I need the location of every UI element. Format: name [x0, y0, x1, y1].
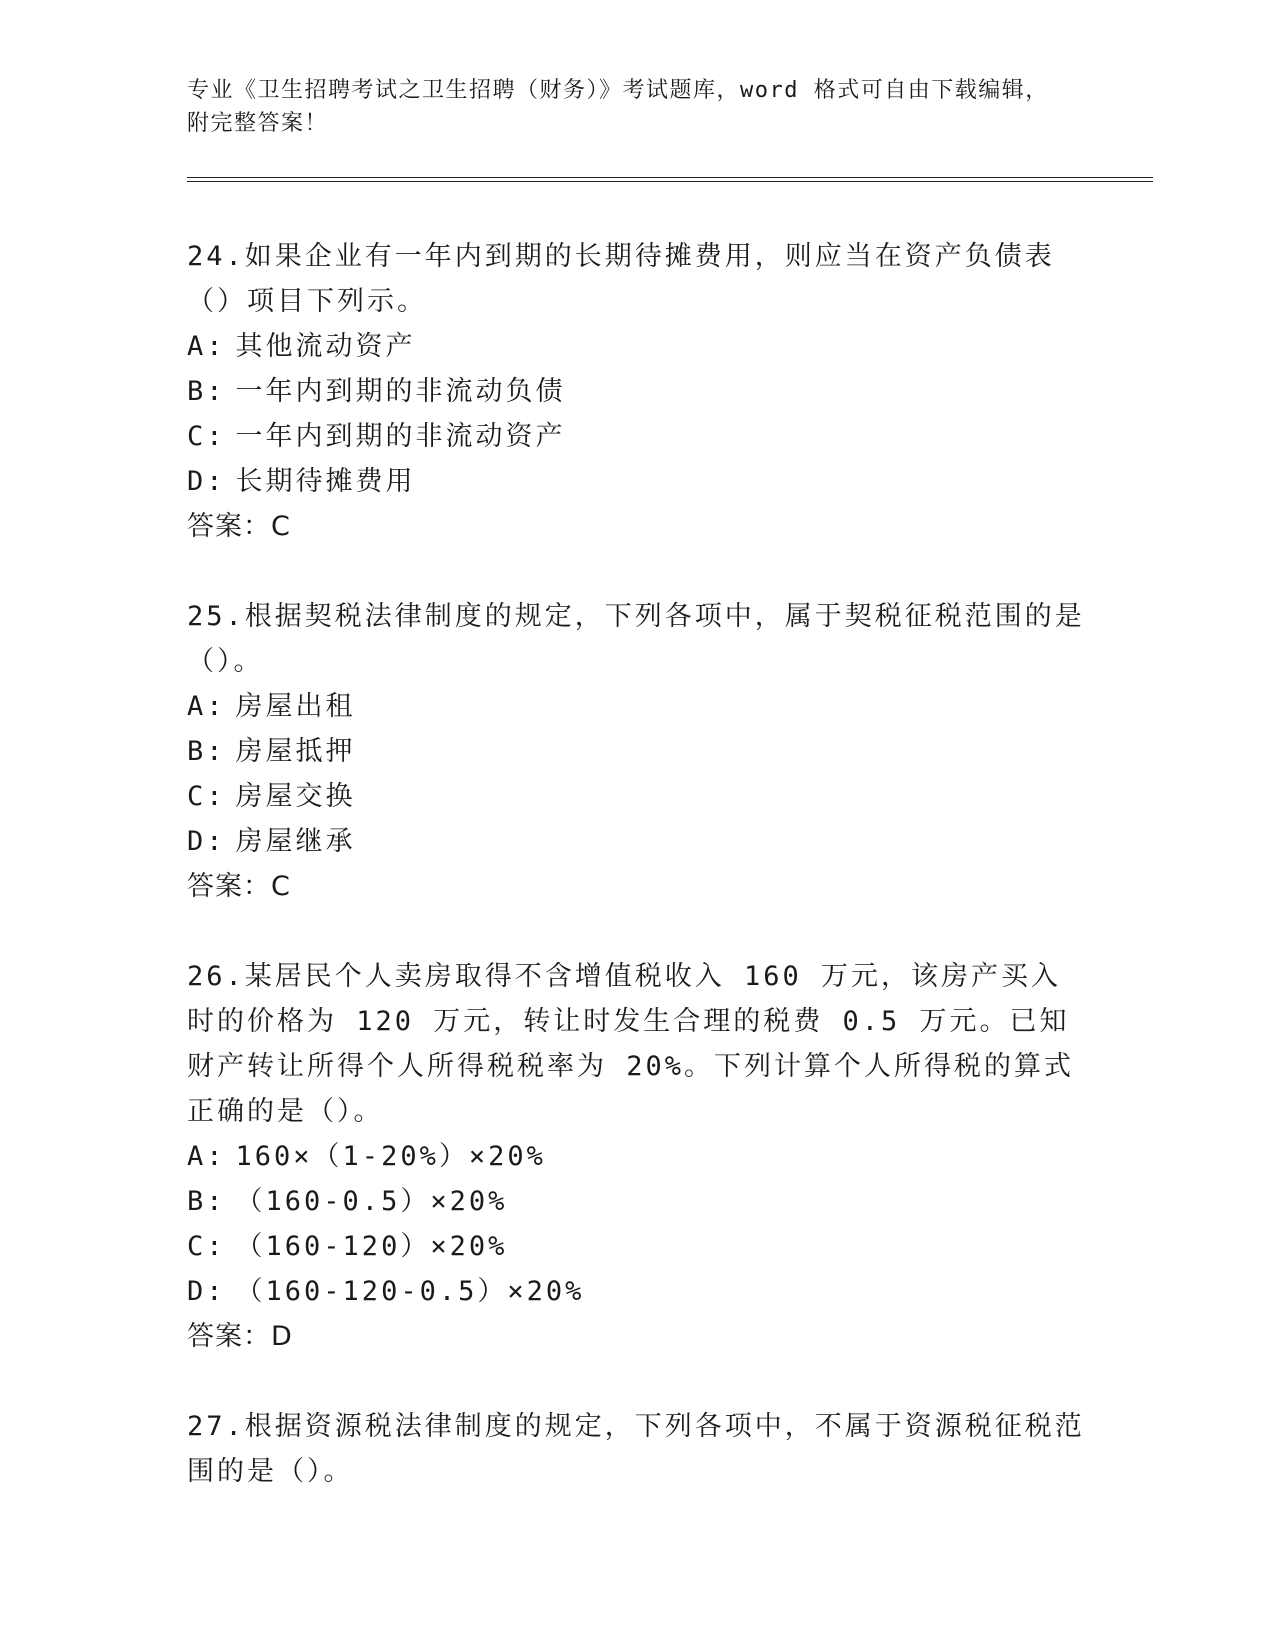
- option-d: D: 长期待摊费用: [187, 466, 416, 497]
- option-text: 房屋继承: [235, 826, 356, 857]
- option-c: C: 一年内到期的非流动资产: [187, 421, 566, 452]
- option-d: D: 房屋继承: [187, 826, 356, 857]
- option-c: C: 房屋交换: [187, 781, 356, 812]
- option-key: C: [187, 781, 207, 812]
- option-key: D: [187, 466, 207, 497]
- option-text: （160-0.5）×20%: [235, 1186, 508, 1217]
- option-key: A: [187, 1141, 207, 1172]
- header-divider: [187, 177, 1153, 182]
- question-stem: 24.如果企业有一年内到期的长期待摊费用，则应当在资产负债表（）项目下列示。: [187, 241, 1055, 317]
- option-d: D: （160-120-0.5）×20%: [187, 1276, 585, 1307]
- option-key: C: [187, 421, 207, 452]
- answer-line: 答案：D: [187, 1321, 293, 1352]
- option-key: B: [187, 736, 207, 767]
- option-a: A: 其他流动资产: [187, 331, 416, 362]
- option-text: 其他流动资产: [235, 331, 416, 362]
- option-c: C: （160-120）×20%: [187, 1231, 508, 1262]
- option-a: A: 房屋出租: [187, 691, 356, 722]
- option-text: 160×（1-20%）×20%: [235, 1141, 546, 1172]
- option-key: A: [187, 691, 207, 722]
- option-b: B: 房屋抵押: [187, 736, 356, 767]
- question-26: [187, 954, 1087, 1359]
- option-b: B: （160-0.5）×20%: [187, 1186, 508, 1217]
- header-title: 专业《卫生招聘考试之卫生招聘（财务）》考试题库，word 格式可自由下载编辑，附完整答案！: [187, 78, 1049, 136]
- option-a: A: 160×（1-20%）×20%: [187, 1141, 546, 1172]
- option-key: D: [187, 826, 207, 857]
- answer-line: 答案：C: [187, 511, 291, 542]
- option-key: B: [187, 376, 207, 407]
- option-text: （160-120）×20%: [235, 1231, 508, 1262]
- option-text: 房屋抵押: [235, 736, 356, 767]
- option-text: （160-120-0.5）×20%: [235, 1276, 585, 1307]
- option-key: A: [187, 331, 207, 362]
- question-stem: 26.某居民个人卖房取得不含增值税收入 160 万元，该房产买入时的价格为 120 万元，转让时发生合理的税费 0.5 万元。已知财产转让所得个人所得税税率为 20%。下列计算个人所得税的算式正确的是（）。: [187, 961, 1075, 1127]
- question-list: [187, 234, 1087, 1539]
- option-text: 长期待摊费用: [235, 466, 416, 497]
- option-b: B: 一年内到期的非流动负债: [187, 376, 566, 407]
- option-key: D: [187, 1276, 207, 1307]
- question-stem: 25.根据契税法律制度的规定，下列各项中，属于契税征税范围的是（）。: [187, 601, 1085, 677]
- option-text: 房屋出租: [235, 691, 356, 722]
- question-stem: 27.根据资源税法律制度的规定，下列各项中，不属于资源税征税范围的是（）。: [187, 1411, 1085, 1487]
- document-header: [187, 74, 1067, 140]
- option-text: 一年内到期的非流动资产: [235, 421, 566, 452]
- option-text: 一年内到期的非流动负债: [235, 376, 566, 407]
- question-24: [187, 234, 1087, 549]
- option-key: B: [187, 1186, 207, 1217]
- question-25: [187, 594, 1087, 909]
- answer-line: 答案：C: [187, 871, 291, 902]
- question-27: [187, 1404, 1087, 1494]
- option-text: 房屋交换: [235, 781, 356, 812]
- option-key: C: [187, 1231, 207, 1262]
